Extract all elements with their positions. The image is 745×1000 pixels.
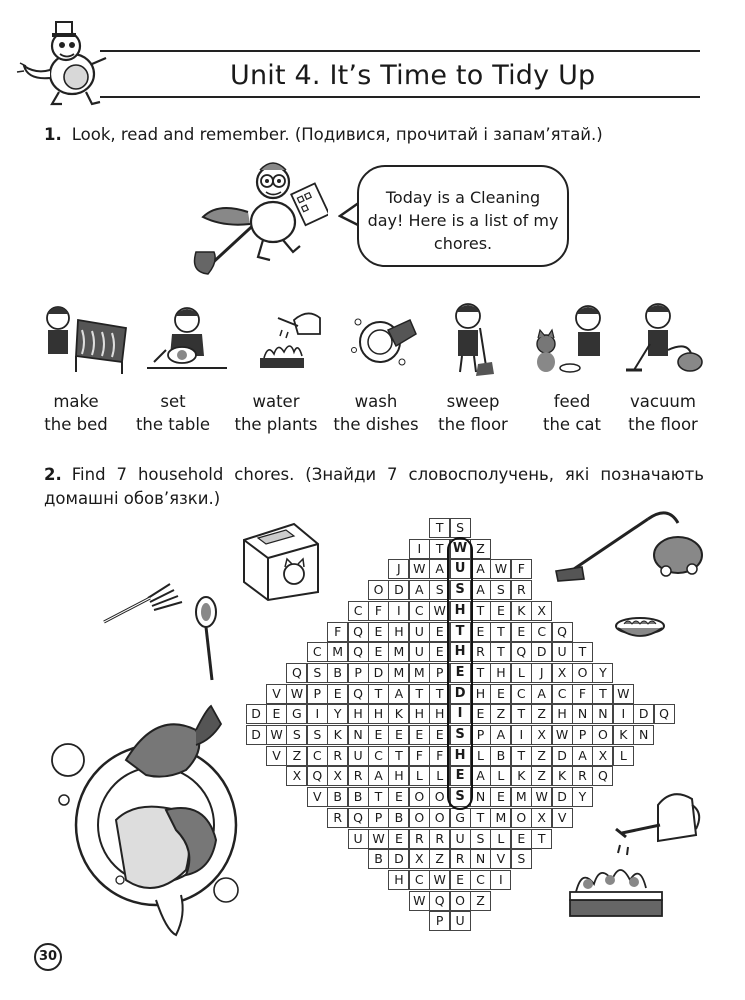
grid-cell[interactable]: E	[429, 622, 450, 642]
grid-cell[interactable]: E	[511, 829, 532, 849]
grid-cell[interactable]: O	[592, 725, 613, 745]
grid-cell[interactable]: H	[388, 870, 409, 890]
grid-cell[interactable]: C	[552, 684, 573, 704]
grid-cell[interactable]: P	[572, 725, 593, 745]
grid-cell[interactable]: K	[613, 725, 634, 745]
grid-cell[interactable]: C	[531, 622, 552, 642]
grid-cell[interactable]: M	[490, 808, 511, 828]
grid-cell[interactable]: W	[450, 539, 471, 559]
grid-cell[interactable]: N	[470, 787, 491, 807]
grid-cell[interactable]: I	[409, 539, 430, 559]
grid-cell[interactable]: O	[429, 787, 450, 807]
grid-cell[interactable]: F	[572, 684, 593, 704]
grid-cell[interactable]: E	[429, 642, 450, 662]
grid-cell[interactable]: H	[450, 746, 471, 766]
grid-cell[interactable]: Q	[348, 642, 369, 662]
grid-cell[interactable]: R	[470, 642, 491, 662]
grid-cell[interactable]: K	[388, 704, 409, 724]
grid-cell[interactable]: E	[490, 787, 511, 807]
grid-cell[interactable]: O	[511, 808, 532, 828]
dinosaur-with-broom-icon	[178, 152, 328, 277]
fork-icon	[98, 580, 188, 628]
grid-cell[interactable]: D	[633, 704, 654, 724]
grid-cell[interactable]: Z	[531, 704, 552, 724]
grid-cell[interactable]: T	[511, 746, 532, 766]
grid-cell[interactable]: X	[531, 725, 552, 745]
grid-cell[interactable]: E	[429, 725, 450, 745]
header-rule-top	[100, 50, 700, 52]
grid-cell[interactable]: N	[592, 704, 613, 724]
grid-cell[interactable]: H	[490, 663, 511, 683]
grid-cell[interactable]: S	[450, 787, 471, 807]
grid-cell[interactable]: K	[327, 725, 348, 745]
grid-cell[interactable]: M	[327, 642, 348, 662]
grid-cell[interactable]: S	[470, 829, 491, 849]
cat-food-bowl-icon	[612, 612, 668, 642]
grid-cell[interactable]: H	[450, 642, 471, 662]
grid-cell[interactable]: W	[429, 870, 450, 890]
grid-cell[interactable]: B	[368, 849, 389, 869]
grid-cell[interactable]: E	[490, 601, 511, 621]
task1-number: 1.	[44, 125, 62, 144]
grid-cell[interactable]: V	[266, 746, 287, 766]
grid-cell[interactable]: D	[531, 642, 552, 662]
grid-cell[interactable]: U	[450, 829, 471, 849]
grid-cell[interactable]: L	[613, 746, 634, 766]
grid-cell[interactable]: H	[552, 704, 573, 724]
chore-label-make-bed: make the bed	[44, 392, 108, 434]
grid-cell[interactable]: F	[368, 601, 389, 621]
grid-cell[interactable]: R	[327, 808, 348, 828]
grid-cell[interactable]: L	[490, 766, 511, 786]
grid-cell[interactable]: J	[531, 663, 552, 683]
grid-cell[interactable]: O	[572, 663, 593, 683]
grid-cell[interactable]: W	[266, 725, 287, 745]
grid-cell[interactable]: H	[348, 704, 369, 724]
grid-cell[interactable]: C	[307, 642, 328, 662]
grid-cell[interactable]: Y	[592, 663, 613, 683]
task2-number: 2.	[44, 465, 62, 484]
grid-cell[interactable]: U	[348, 746, 369, 766]
grid-cell[interactable]: R	[450, 849, 471, 869]
grid-cell[interactable]: T	[490, 622, 511, 642]
grid-cell[interactable]: O	[429, 808, 450, 828]
grid-cell[interactable]: N	[633, 725, 654, 745]
grid-cell[interactable]: W	[531, 787, 552, 807]
grid-cell[interactable]: S	[307, 663, 328, 683]
grid-cell[interactable]: W	[409, 559, 430, 579]
grid-cell[interactable]: H	[429, 704, 450, 724]
grid-cell[interactable]: Z	[490, 704, 511, 724]
grid-cell[interactable]: W	[409, 891, 430, 911]
grid-cell[interactable]: P	[307, 684, 328, 704]
grid-cell[interactable]: P	[368, 808, 389, 828]
grid-cell[interactable]: D	[552, 787, 573, 807]
grid-cell[interactable]: P	[429, 911, 450, 931]
grid-cell[interactable]: S	[511, 849, 532, 869]
grid-cell[interactable]: I	[450, 704, 471, 724]
grid-cell[interactable]: X	[409, 849, 430, 869]
grid-cell[interactable]: E	[368, 622, 389, 642]
grid-cell[interactable]: N	[348, 725, 369, 745]
grid-cell[interactable]: X	[286, 766, 307, 786]
grid-cell[interactable]: O	[368, 580, 389, 600]
grid-cell[interactable]: Z	[470, 891, 491, 911]
grid-cell[interactable]: K	[511, 766, 532, 786]
grid-cell[interactable]: T	[511, 704, 532, 724]
grid-cell[interactable]: N	[572, 704, 593, 724]
header-rule-bottom	[100, 96, 700, 98]
grid-cell[interactable]: Z	[470, 539, 491, 559]
grid-cell[interactable]: E	[450, 766, 471, 786]
grid-cell[interactable]: H	[388, 622, 409, 642]
grid-cell[interactable]: E	[266, 704, 287, 724]
grid-cell[interactable]: K	[511, 601, 532, 621]
grid-cell[interactable]: A	[470, 580, 491, 600]
grid-cell[interactable]: X	[531, 601, 552, 621]
grid-cell[interactable]: S	[490, 580, 511, 600]
grid-cell[interactable]: O	[409, 787, 430, 807]
grid-cell[interactable]: X	[592, 746, 613, 766]
dinosaur-mascot-icon	[14, 14, 114, 109]
make-bed-icon	[38, 300, 128, 378]
grid-cell[interactable]: E	[368, 642, 389, 662]
grid-cell[interactable]: P	[470, 725, 491, 745]
grid-cell[interactable]: H	[368, 704, 389, 724]
grid-cell[interactable]: S	[286, 725, 307, 745]
grid-cell[interactable]: Q	[348, 808, 369, 828]
grid-cell[interactable]: W	[368, 829, 389, 849]
grid-cell[interactable]: T	[592, 684, 613, 704]
grid-cell[interactable]: U	[450, 559, 471, 579]
grid-cell[interactable]: E	[490, 684, 511, 704]
grid-cell[interactable]: T	[429, 684, 450, 704]
grid-cell[interactable]: D	[450, 684, 471, 704]
grid-cell[interactable]: Z	[429, 849, 450, 869]
grid-cell[interactable]: T	[470, 663, 491, 683]
sweep-floor-icon	[430, 300, 520, 378]
grid-cell[interactable]: E	[470, 704, 491, 724]
grid-cell[interactable]: I	[613, 704, 634, 724]
grid-cell[interactable]: A	[388, 684, 409, 704]
grid-cell[interactable]: B	[388, 808, 409, 828]
grid-cell[interactable]: E	[450, 870, 471, 890]
grid-cell[interactable]: Z	[286, 746, 307, 766]
grid-cell[interactable]: T	[490, 642, 511, 662]
grid-cell[interactable]: Z	[531, 746, 552, 766]
vacuum-cleaner-icon	[548, 505, 708, 585]
grid-cell[interactable]: H	[388, 766, 409, 786]
grid-cell[interactable]: F	[409, 746, 430, 766]
grid-cell[interactable]: W	[490, 559, 511, 579]
grid-cell[interactable]: V	[490, 849, 511, 869]
grid-cell[interactable]: T	[572, 642, 593, 662]
grid-cell[interactable]: D	[246, 725, 267, 745]
grid-cell[interactable]: W	[552, 725, 573, 745]
grid-cell[interactable]: S	[450, 725, 471, 745]
grid-cell[interactable]: R	[511, 580, 532, 600]
chore-label-vacuum-floor: vacuum the floor	[628, 392, 698, 434]
grid-cell[interactable]: E	[388, 787, 409, 807]
grid-cell[interactable]: G	[286, 704, 307, 724]
grid-cell[interactable]: B	[327, 787, 348, 807]
grid-cell[interactable]: M	[388, 663, 409, 683]
grid-cell[interactable]: V	[552, 808, 573, 828]
washing-dishes-illustration-icon	[46, 700, 246, 940]
grid-cell[interactable]: Q	[286, 663, 307, 683]
grid-cell[interactable]: Q	[511, 642, 532, 662]
grid-cell[interactable]: M	[409, 663, 430, 683]
grid-cell[interactable]: D	[388, 580, 409, 600]
grid-cell[interactable]: B	[490, 746, 511, 766]
grid-cell[interactable]: E	[409, 725, 430, 745]
grid-cell[interactable]: A	[470, 559, 491, 579]
grid-cell[interactable]: U	[348, 829, 369, 849]
grid-cell[interactable]: T	[388, 746, 409, 766]
grid-cell[interactable]: T	[429, 539, 450, 559]
wash-dishes-icon	[340, 300, 430, 378]
grid-cell[interactable]: D	[246, 704, 267, 724]
grid-cell[interactable]: C	[511, 684, 532, 704]
grid-cell[interactable]: C	[368, 746, 389, 766]
grid-cell[interactable]: F	[511, 559, 532, 579]
grid-cell[interactable]: A	[490, 725, 511, 745]
grid-cell[interactable]: V	[307, 787, 328, 807]
grid-cell[interactable]: B	[348, 787, 369, 807]
grid-cell[interactable]: Q	[348, 684, 369, 704]
grid-cell[interactable]: S	[450, 518, 471, 538]
grid-cell[interactable]: Q	[429, 891, 450, 911]
grid-cell[interactable]: C	[409, 601, 430, 621]
grid-cell[interactable]: S	[307, 725, 328, 745]
grid-cell[interactable]: K	[552, 766, 573, 786]
grid-cell[interactable]: B	[327, 663, 348, 683]
grid-cell[interactable]: T	[409, 684, 430, 704]
grid-cell[interactable]: L	[490, 829, 511, 849]
grid-cell[interactable]: L	[470, 746, 491, 766]
chore-label-set-table: set the table	[135, 392, 211, 434]
grid-cell[interactable]: T	[368, 787, 389, 807]
watering-can-icon	[600, 785, 705, 865]
vacuum-floor-icon	[620, 300, 710, 378]
grid-cell[interactable]: P	[429, 663, 450, 683]
grid-cell[interactable]: N	[470, 849, 491, 869]
grid-cell[interactable]: T	[470, 808, 491, 828]
grid-cell[interactable]: U	[409, 642, 430, 662]
grid-cell[interactable]: X	[552, 663, 573, 683]
grid-cell[interactable]: Y	[572, 787, 593, 807]
grid-cell[interactable]: X	[327, 766, 348, 786]
grid-cell[interactable]: A	[429, 559, 450, 579]
grid-cell[interactable]: T	[368, 684, 389, 704]
grid-cell[interactable]: E	[450, 663, 471, 683]
grid-cell[interactable]: G	[450, 808, 471, 828]
chore-label-feed-cat: feed the cat	[543, 392, 601, 434]
grid-cell[interactable]: C	[470, 870, 491, 890]
grid-cell[interactable]: A	[368, 766, 389, 786]
grid-cell[interactable]: R	[429, 829, 450, 849]
grid-cell[interactable]: I	[511, 725, 532, 745]
spoon-icon	[190, 594, 224, 686]
chore-label-wash-dishes: wash the dishes	[333, 392, 419, 434]
grid-cell[interactable]: D	[552, 746, 573, 766]
grid-cell[interactable]: J	[388, 559, 409, 579]
grid-cell[interactable]: C	[348, 601, 369, 621]
grid-cell[interactable]: F	[327, 622, 348, 642]
grid-cell[interactable]: I	[490, 870, 511, 890]
grid-cell[interactable]: C	[307, 746, 328, 766]
grid-cell[interactable]: T	[429, 518, 450, 538]
task2-text: Find 7 household chores. (Знайди 7 словосполучень, які позначають домашні обов’язки.)	[44, 465, 704, 508]
water-plants-icon	[242, 300, 332, 378]
grid-cell[interactable]: W	[429, 601, 450, 621]
grid-cell[interactable]: W	[286, 684, 307, 704]
grid-cell[interactable]: U	[409, 622, 430, 642]
grid-cell[interactable]: L	[511, 663, 532, 683]
grid-cell[interactable]: O	[409, 808, 430, 828]
grid-cell[interactable]: O	[450, 891, 471, 911]
grid-cell[interactable]: W	[613, 684, 634, 704]
grid-cell[interactable]: H	[409, 704, 430, 724]
grid-cell[interactable]: T	[450, 622, 471, 642]
grid-cell[interactable]: Y	[327, 704, 348, 724]
grid-cell[interactable]: Q	[307, 766, 328, 786]
task2-instruction	[44, 463, 704, 511]
grid-cell[interactable]: D	[388, 849, 409, 869]
grid-cell[interactable]: Q	[552, 622, 573, 642]
grid-cell[interactable]: U	[552, 642, 573, 662]
grid-cell[interactable]: E	[470, 622, 491, 642]
grid-cell[interactable]: C	[409, 870, 430, 890]
grid-cell[interactable]: A	[409, 580, 430, 600]
grid-cell[interactable]: L	[429, 766, 450, 786]
flower-pot-icon	[566, 862, 666, 924]
grid-cell[interactable]: F	[429, 746, 450, 766]
grid-cell[interactable]: A	[470, 766, 491, 786]
grid-cell[interactable]: T	[470, 601, 491, 621]
grid-cell[interactable]: V	[266, 684, 287, 704]
page-title: Unit 4. It’s Time to Tidy Up	[230, 60, 596, 91]
grid-cell[interactable]: R	[327, 746, 348, 766]
grid-cell[interactable]: E	[511, 622, 532, 642]
grid-cell[interactable]: X	[531, 808, 552, 828]
grid-cell[interactable]: A	[572, 746, 593, 766]
grid-cell[interactable]: E	[368, 725, 389, 745]
task1-text: Look, read and remember. (Подивися, прочитай і запам’ятай.)	[71, 125, 603, 144]
grid-cell[interactable]: S	[450, 580, 471, 600]
speech-bubble-text: Today is a Cleaning day! Here is a list of my chores.	[367, 188, 559, 253]
grid-cell[interactable]: S	[429, 580, 450, 600]
grid-cell[interactable]: R	[409, 829, 430, 849]
grid-cell[interactable]: U	[450, 911, 471, 931]
grid-cell[interactable]: Q	[348, 622, 369, 642]
grid-cell[interactable]: A	[531, 684, 552, 704]
grid-cell[interactable]: E	[327, 684, 348, 704]
chore-label-sweep-floor: sweep the floor	[438, 392, 508, 434]
grid-cell[interactable]: D	[368, 663, 389, 683]
grid-cell[interactable]: P	[348, 663, 369, 683]
grid-cell[interactable]: T	[531, 829, 552, 849]
grid-cell[interactable]: Q	[592, 766, 613, 786]
grid-cell[interactable]: M	[388, 642, 409, 662]
grid-cell[interactable]: E	[388, 725, 409, 745]
grid-cell[interactable]: H	[450, 601, 471, 621]
grid-cell[interactable]: R	[572, 766, 593, 786]
grid-cell[interactable]: H	[470, 684, 491, 704]
chore-label-water-plants: water the plants	[234, 392, 318, 434]
page-number: 30	[34, 943, 62, 971]
grid-cell[interactable]: I	[388, 601, 409, 621]
grid-cell[interactable]: Q	[654, 704, 675, 724]
grid-cell[interactable]: I	[307, 704, 328, 724]
grid-cell[interactable]: Z	[531, 766, 552, 786]
grid-cell[interactable]: R	[348, 766, 369, 786]
cat-food-box-icon	[238, 518, 324, 602]
feed-cat-icon	[526, 300, 616, 378]
task1-instruction	[44, 123, 603, 147]
grid-cell[interactable]: M	[511, 787, 532, 807]
grid-cell[interactable]: L	[409, 766, 430, 786]
grid-cell[interactable]: E	[388, 829, 409, 849]
set-table-icon	[142, 300, 232, 378]
